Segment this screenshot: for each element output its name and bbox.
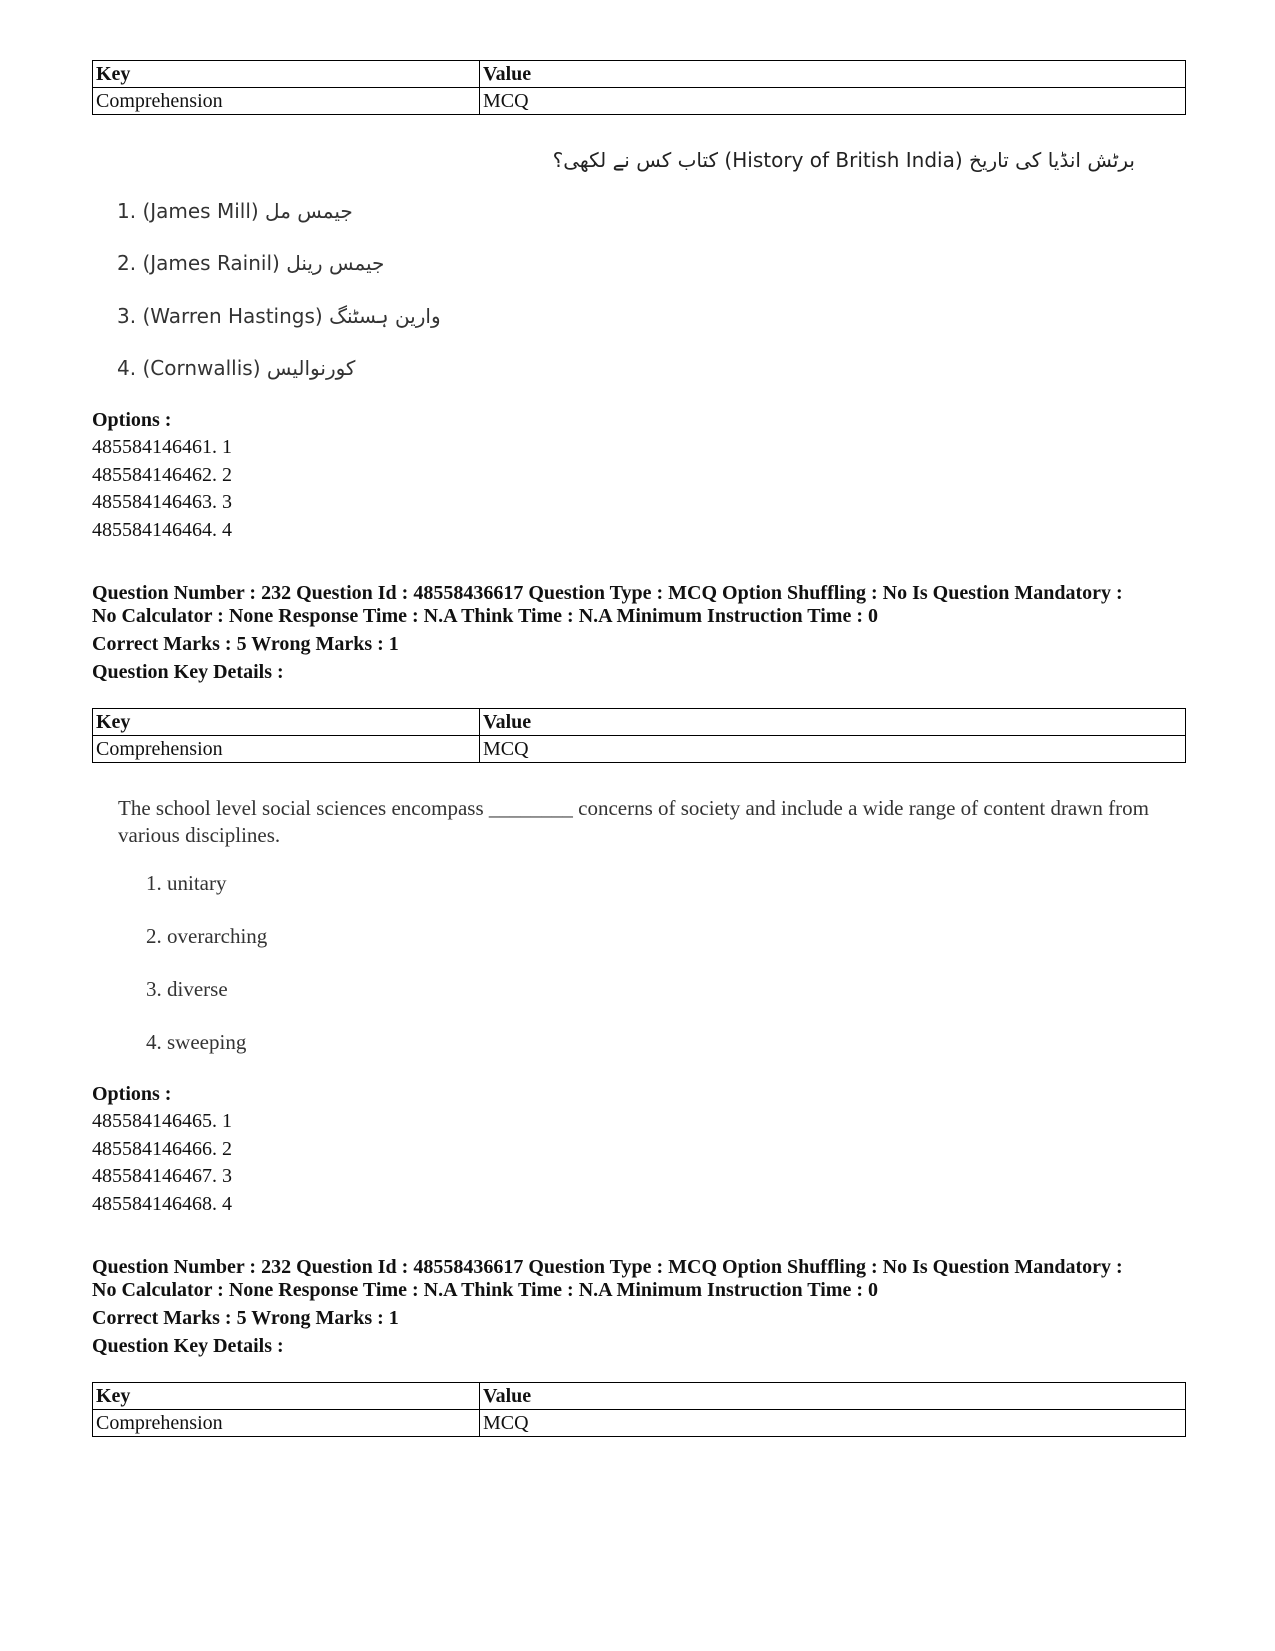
question-text: برٹش انڈیا کی تاریخ (History of British India) کتاب کس نے لکھی؟	[552, 148, 1135, 172]
option-id: 485584146463. 3	[92, 491, 232, 513]
option-id: 485584146468. 4	[92, 1193, 232, 1215]
table-cell-key: Comprehension	[93, 88, 480, 115]
option-id: 485584146464. 4	[92, 519, 232, 541]
answer-option: 3. diverse	[146, 977, 228, 1001]
question-key-table	[92, 1382, 1186, 1437]
table-header-key: Key	[93, 61, 480, 88]
question-meta-line: Question Number : 232 Question Id : 48558436617 Question Type : MCQ Option Shuffling : No Is Question Mandatory :	[92, 582, 1123, 604]
option-id: 485584146465. 1	[92, 1110, 232, 1132]
option-id: 485584146467. 3	[92, 1165, 232, 1187]
answer-option: 1. unitary	[146, 871, 227, 895]
marks-line: Correct Marks : 5 Wrong Marks : 1	[92, 633, 399, 655]
key-details-label: Question Key Details :	[92, 661, 284, 683]
question-meta-line: No Calculator : None Response Time : N.A Think Time : N.A Minimum Instruction Time : 0	[92, 605, 878, 627]
question-key-table	[92, 708, 1186, 763]
answer-option: 4. (Cornwallis) کورنوالیس	[117, 356, 356, 380]
table-header-key: Key	[93, 709, 480, 736]
option-id: 485584146462. 2	[92, 464, 232, 486]
table-cell-key: Comprehension	[93, 736, 480, 763]
answer-option: 3. (Warren Hastings) وارین ہسٹنگ	[117, 304, 441, 328]
answer-option: 1. (James Mill) جیمس مل	[117, 199, 353, 223]
key-details-label: Question Key Details :	[92, 1335, 284, 1357]
question-meta-line: Question Number : 232 Question Id : 48558436617 Question Type : MCQ Option Shuffling : No Is Question Mandatory :	[92, 1256, 1123, 1278]
answer-option: 4. sweeping	[146, 1030, 247, 1054]
options-label: Options :	[92, 409, 172, 431]
table-header-key: Key	[93, 1383, 480, 1410]
table-cell-key: Comprehension	[93, 1410, 480, 1437]
table-header-value: Value	[480, 1383, 1186, 1410]
options-label: Options :	[92, 1083, 172, 1105]
answer-option: 2. (James Rainil) جیمس رینل	[117, 251, 385, 275]
table-cell-value: MCQ	[480, 88, 1186, 115]
question-meta-line: No Calculator : None Response Time : N.A Think Time : N.A Minimum Instruction Time : 0	[92, 1279, 878, 1301]
table-cell-value: MCQ	[480, 1410, 1186, 1437]
question-key-table	[92, 60, 1186, 115]
table-header-value: Value	[480, 709, 1186, 736]
table-header-value: Value	[480, 61, 1186, 88]
option-id: 485584146461. 1	[92, 436, 232, 458]
option-id: 485584146466. 2	[92, 1138, 232, 1160]
answer-option: 2. overarching	[146, 924, 268, 948]
marks-line: Correct Marks : 5 Wrong Marks : 1	[92, 1307, 399, 1329]
table-cell-value: MCQ	[480, 736, 1186, 763]
question-text: The school level social sciences encompass ________ concerns of society and include a wide range of content drawn from various disciplines.	[118, 796, 1149, 847]
